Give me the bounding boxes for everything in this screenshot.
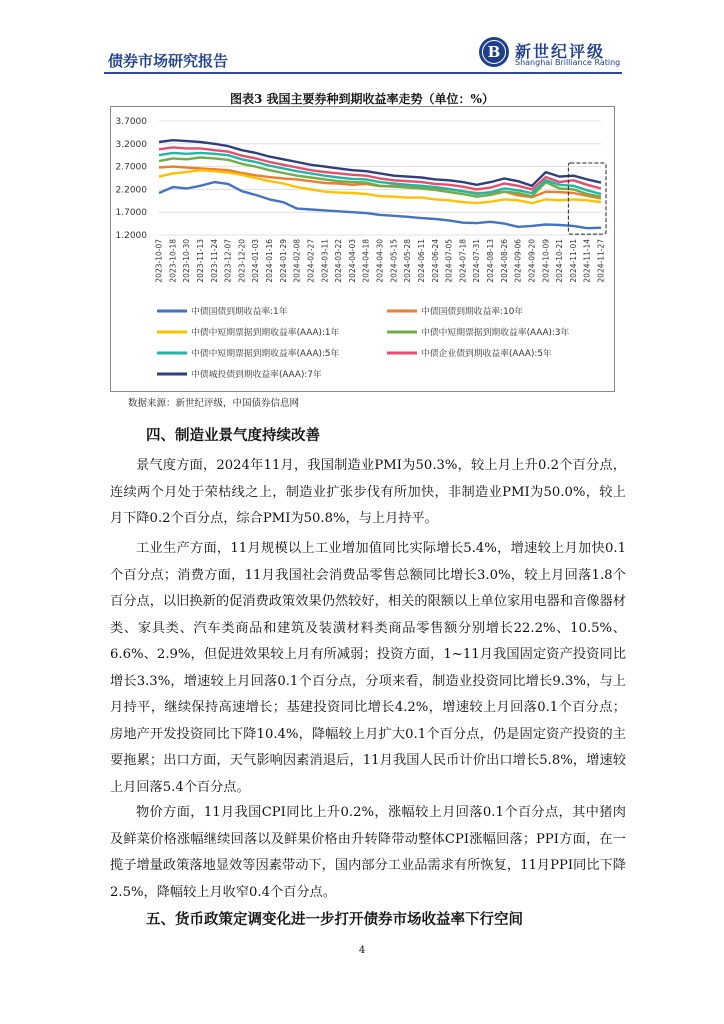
section-4-title: 四、制造业景气度持续改善 [146,427,320,444]
legend-label: 中债中短期票据到期收益率(AAA):5年 [191,349,340,359]
x-tick-label: 2024-07-18 [458,239,468,283]
section-4-paragraph-2 [110,536,626,801]
x-tick-label: 2024-06-11 [416,239,426,283]
x-tick-label: 2024-03-11 [320,239,330,283]
legend-label: 中债企业债到期收益率(AAA):5年 [421,349,552,359]
x-tick-label: 2024-05-15 [389,239,399,283]
y-tick-label: 3.2000 [115,139,147,150]
x-tick-label: 2023-10-18 [168,239,178,283]
x-tick-label: 2024-07-05 [444,239,454,283]
legend-label: 中债城投债到期收益率(AAA):7年 [191,370,322,380]
paragraph-text: 工业生产方面，11月规模以上工业增加值同比实际增长5.4%，增速较上月加快0.1个百分点；消费方面，11月我国社会消费品零售总额同比增长3.0%，较上月回落1.8个百分点，以旧换新的促消费政策效果仍然较好，相关的限额以上单位家用电器和音像器材类、家具类、汽车类商品和建筑及装潢材料类商品零售额分别增长22.2%、10.5%、6.6%、2.9%，但促进效果较上月有所减弱；投资方面，1~11月我国固定资产投资同比增长3.3%，增速较上月回落0.1个百分点，分项来看，制造业投资同比增长9.3%，与上月持平，继续保持高速增长；基建投资同比增长4.2%，增速较上月回落0.1个百分点；房地产开发投资同比下降10.4%，降幅较上月扩大0.1个百分点，仍是固定资产投资的主要拖累；出口方面，天气影响因素消退后，11月我国人民币计价出口增长5.8%，增速较上月回落5.4个百分点。 [110,541,626,795]
paragraph-text: 景气度方面，2024年11月，我国制造业PMI为50.3%，较上月上升0.2个百分点，连续两个月处于荣枯线之上，制造业扩张步伐有所加快，非制造业PMI为50.0%，较上月下降0.2个百分点，综合PMI为50.8%，与上月持平。 [110,458,626,526]
x-tick-label: 2024-03-22 [334,239,344,283]
header-divider [104,72,622,74]
x-tick-label: 2023-11-13 [195,239,205,283]
legend-label: 中债国债到期收益率:1年 [191,307,288,317]
figure-source: 数据来源：新世纪评级，中国债券信息网 [128,398,300,409]
x-tick-label: 2024-10-09 [541,239,551,283]
x-tick-label: 2024-07-31 [472,239,482,283]
x-tick-label: 2024-08-13 [486,239,495,283]
x-tick-label: 2024-01-16 [265,239,274,283]
company-logo-icon [478,36,510,68]
x-tick-label: 2023-12-20 [237,239,247,283]
legend-label: 中债中短期票据到期收益率(AAA):3年 [421,328,570,338]
x-tick-label: 2024-11-01 [568,239,578,283]
x-tick-label: 2024-02-08 [292,239,302,283]
y-tick-label: 2.2000 [115,185,147,196]
x-tick-label: 2024-11-14 [582,239,592,283]
y-tick-label: 2.7000 [115,162,147,173]
figure-title: 图表3 我国主要券种到期收益率走势（单位：%） [230,92,494,106]
x-tick-label: 2024-01-03 [251,239,261,283]
y-tick-label: 1.2000 [115,231,147,241]
x-tick-label: 2024-04-18 [361,239,371,283]
x-tick-label: 2023-10-30 [182,239,192,283]
x-tick-label: 2024-10-21 [555,239,565,283]
company-name-cn: 新世纪评级 [515,42,606,61]
company-name-en: Shanghai Brilliance Rating [515,58,621,67]
x-tick-label: 2024-06-24 [430,239,440,283]
page-number: 4 [358,945,366,956]
legend-label: 中债中短期票据到期收益率(AAA):1年 [191,328,340,338]
x-tick-label: 2024-11-27 [596,239,606,283]
x-tick-label: 2023-12-07 [223,239,233,283]
y-tick-label: 1.7000 [115,208,147,219]
x-tick-label: 2024-02-27 [306,239,316,283]
section-4-paragraph-1 [110,453,626,533]
x-tick-label: 2024-05-28 [403,239,413,283]
legend-label: 中债国债到期收益率:10年 [421,307,524,317]
y-tick-label: 3.7000 [115,117,147,127]
x-tick-label: 2023-11-24 [209,239,219,283]
section-5-title: 五、货币政策定调变化进一步打开债券市场收益率下行空间 [146,911,523,928]
yield-chart-frame [110,106,615,392]
x-tick-label: 2024-09-20 [527,239,537,283]
x-tick-label: 2024-09-06 [513,239,523,283]
logo-letter: B [487,43,501,61]
paragraph-text: 物价方面，11月我国CPI同比上升0.2%，涨幅较上月回落0.1个百分点，其中猪肉及鲜菜价格涨幅继续回落以及鲜果价格由升转降带动整体CPI涨幅回落；PPI方面，在一揽子增量政策落地显效等因素带动下，国内部分工业品需求有所恢复，11月PPI同比下降2.5%，降幅较上月收窄0.4个百分点。 [110,805,626,900]
x-tick-label: 2024-04-03 [347,239,357,283]
x-tick-label: 2024-04-30 [375,239,385,283]
x-tick-label: 2024-01-29 [278,239,288,283]
section-4-paragraph-3 [110,800,626,906]
yield-chart [111,107,614,391]
report-title: 债券市场研究报告 [108,52,229,70]
x-tick-label: 2023-10-07 [154,239,164,283]
x-tick-label: 2024-08-26 [499,239,509,283]
